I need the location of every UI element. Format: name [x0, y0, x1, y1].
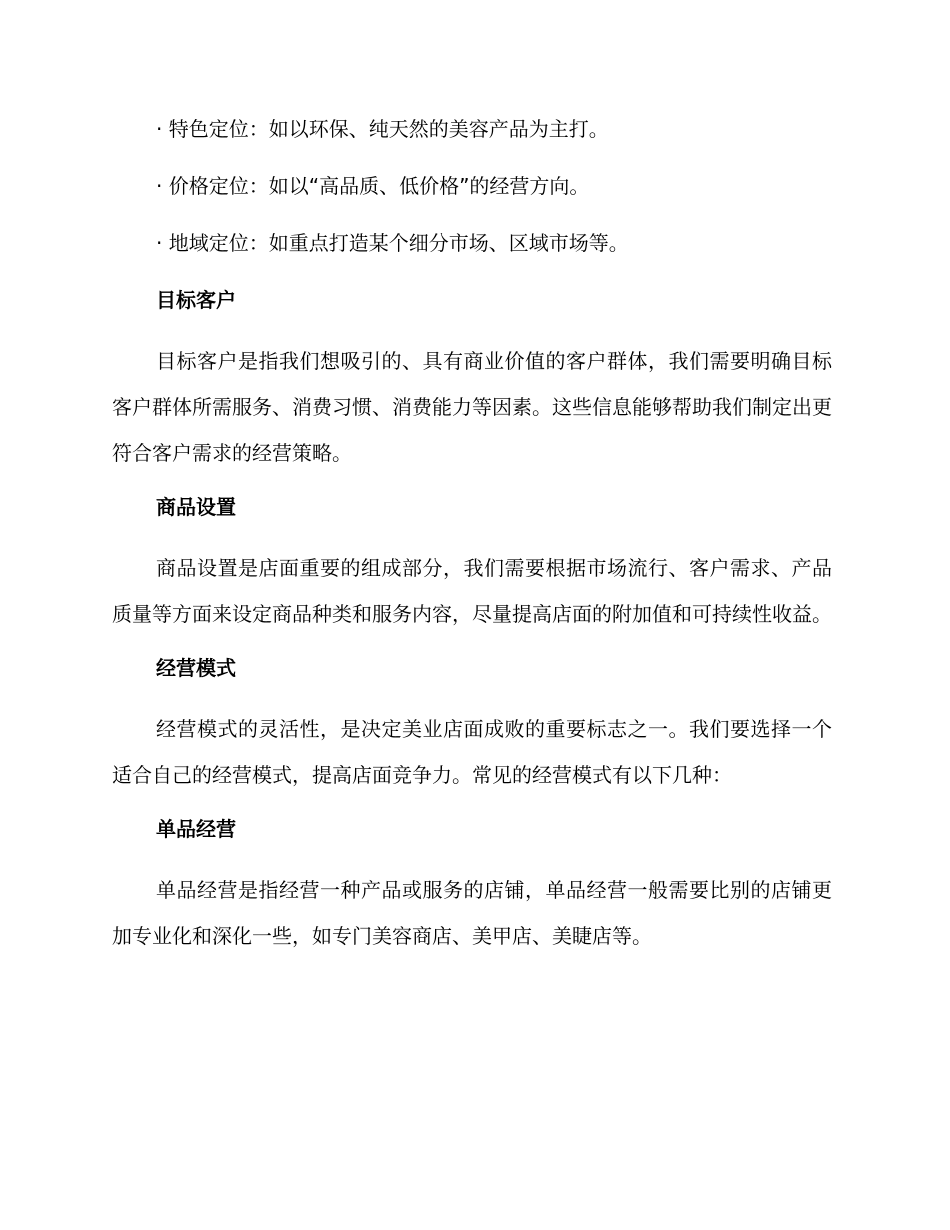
section-paragraph-business-model: 经营模式的灵活性，是决定美业店面成败的重要标志之一。我们要选择一个适合自己的经营模式，提高店面竞争力。常见的经营模式有以下几种：: [112, 717, 832, 787]
bullet-price-positioning: · 价格定位：如以“高品质、低价格”的经营方向。: [156, 174, 590, 198]
section-paragraph-single-product: 单品经营是指经营一种产品或服务的店铺，单品经营一般需要比别的店铺更加专业化和深化一些，如专门美容商店、美甲店、美睫店等。: [112, 878, 832, 948]
document-page: [112, 110, 832, 971]
bullet-region-positioning: · 地域定位：如重点打造某个细分市场、区域市场等。: [156, 231, 629, 255]
section-paragraph-product-settings: 商品设置是店面重要的组成部分，我们需要根据市场流行、客户需求、产品质量等方面来设定商品种类和服务内容，尽量提高店面的附加值和可持续性收益。: [112, 556, 832, 626]
section-heading-product-settings: 商品设置: [156, 495, 236, 519]
section-heading-business-model: 经营模式: [156, 656, 236, 680]
section-heading-target-customers: 目标客户: [156, 288, 236, 312]
section-paragraph-target-customers: 目标客户是指我们想吸引的、具有商业价值的客户群体，我们需要明确目标客户群体所需服务、消费习惯、消费能力等因素。这些信息能够帮助我们制定出更符合客户需求的经营策略。: [112, 349, 832, 465]
section-heading-single-product: 单品经营: [156, 817, 236, 841]
bullet-feature-positioning: · 特色定位：如以环保、纯天然的美容产品为主打。: [156, 117, 609, 141]
